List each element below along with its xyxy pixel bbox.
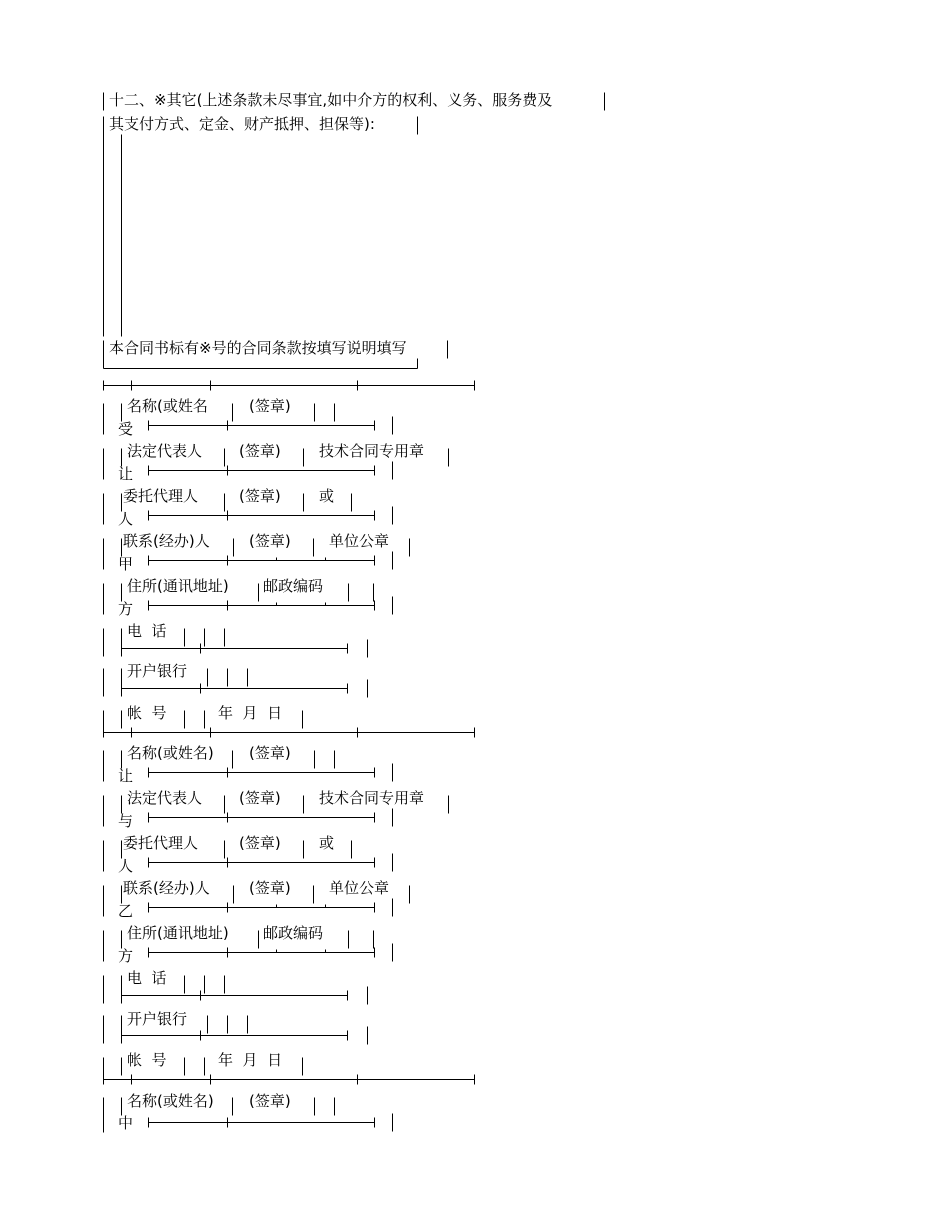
contact-label: 联系(经办)人 [123,532,210,550]
bank-label: 开户银行 [127,662,188,680]
name-label: 名称(或姓名) [127,1092,214,1110]
seal-label: (签章) [239,487,281,505]
seal-label: (签章) [249,397,291,415]
date-label: 年 月 日 [218,1051,283,1069]
seal-label: (签章) [249,1092,291,1110]
legal-rep-label: 法定代表人 [127,789,203,807]
fill-note: 本合同书标有※号的合同条款按填写说明填写 [109,339,407,357]
seal-label: (签章) [249,879,291,897]
clause12-line1: 十二、※其它(上述条款未尽事宜,如中介方的权利、义务、服务费及 [109,91,553,109]
party-b-side-char: 人 [118,857,134,875]
party-b-side-char: 乙 [118,902,134,920]
tech-contract-seal-label: 技术合同专用章 [319,442,425,460]
name-label: 名称(或姓名) [127,744,214,762]
or-label: 或 [319,834,335,852]
phone-label: 电 话 [127,622,167,640]
bank-label: 开户银行 [127,1010,188,1028]
seal-label: (签章) [249,532,291,550]
party-a-side-char: 让 [118,465,134,483]
unit-seal-label: 单位公章 [329,879,390,897]
legal-rep-label: 法定代表人 [127,442,203,460]
party-a-side-char: 方 [118,600,134,618]
postcode-label: 邮政编码 [263,924,324,942]
seal-label: (签章) [239,442,281,460]
party-b-side-char: 与 [118,812,134,830]
agent-label: 委托代理人 [123,834,199,852]
contact-label: 联系(经办)人 [123,879,210,897]
phone-label: 电 话 [127,969,167,987]
party-a-side-char: 受 [118,420,134,438]
tech-contract-seal-label: 技术合同专用章 [319,789,425,807]
seal-label: (签章) [249,744,291,762]
seal-label: (签章) [239,834,281,852]
party-a-side-char: 甲 [118,555,134,573]
or-label: 或 [319,487,335,505]
party-a-side-char: 人 [118,510,134,528]
account-label: 帐 号 [127,704,167,722]
address-label: 住所(通讯地址) [127,924,229,942]
date-label: 年 月 日 [218,704,283,722]
party-b-side-char: 方 [118,947,134,965]
address-label: 住所(通讯地址) [127,577,229,595]
party-c-side-char: 中 [118,1114,134,1132]
postcode-label: 邮政编码 [263,577,324,595]
unit-seal-label: 单位公章 [329,532,390,550]
agent-label: 委托代理人 [123,487,199,505]
clause12-line2: 其支付方式、定金、财产抵押、担保等): [109,115,375,133]
name-label: 名称(或姓名 [127,397,208,415]
account-label: 帐 号 [127,1051,167,1069]
party-b-side-char: 让 [118,767,134,785]
seal-label: (签章) [239,789,281,807]
